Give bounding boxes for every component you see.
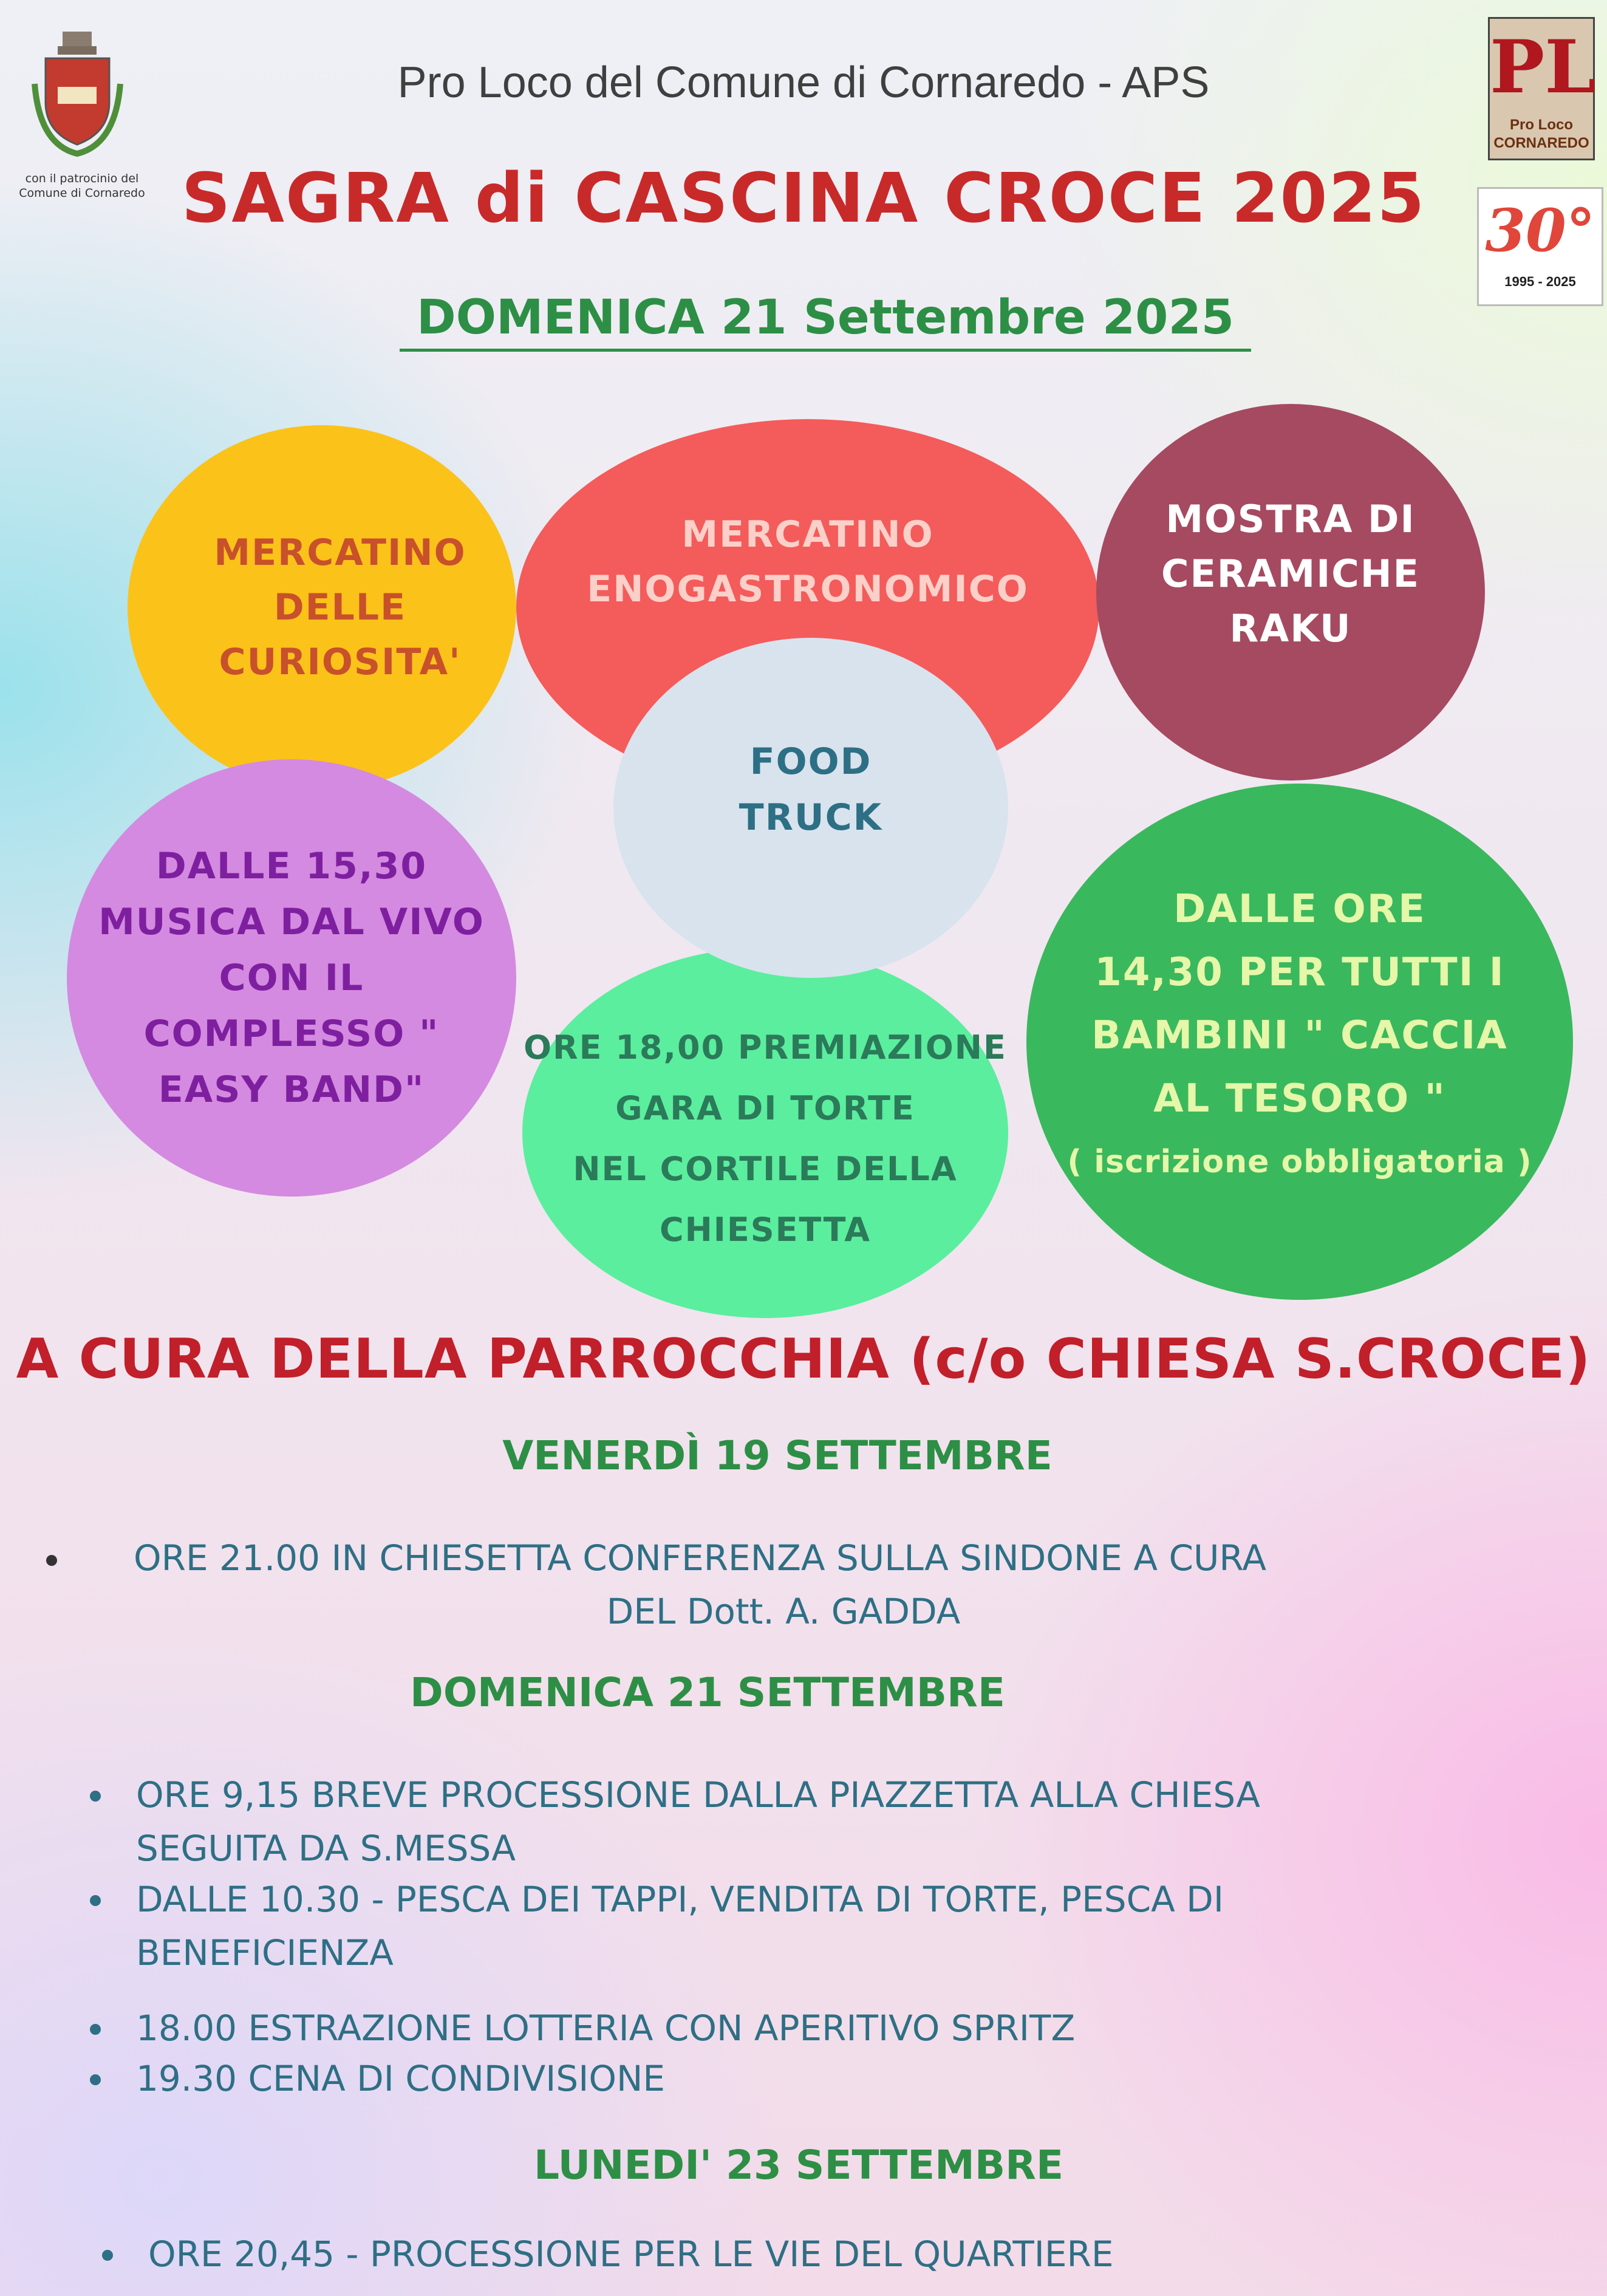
sunday-item-cena: 19.30 CENA DI CONDIVISIONE [136,2058,666,2099]
attraction-raku-text: MOSTRA DI CERAMICHE RAKU [1161,497,1421,651]
patronage-note: con il patrocinio del Comune di Cornaredo [19,172,145,200]
bullet-dot [90,1895,101,1906]
bullet-dot [90,2074,101,2085]
attraction-food-truck-text: FOOD TRUCK [739,740,883,839]
proloco-wordmark [1490,116,1593,152]
attraction-enogastronomico-text: MERCATINO ENOGASTRONOMICO [587,513,1029,610]
monday-item-procession: ORE 20,45 - PROCESSIONE PER LE VIE DEL QUARTIERE [148,2233,1114,2275]
attraction-musica-text: DALLE 15,30 MUSICA DAL VIVO CON IL COMPLESSO " EASY BAND" [98,845,485,1111]
event-date: DOMENICA 21 Settembre 2025 [400,290,1251,352]
parish-heading: A CURA DELLA PARROCCHIA (c/o CHIESA S.CROCE) [16,1327,1591,1391]
sunday-item-lotteria: 18.00 ESTRAZIONE LOTTERIA CON APERITIVO SPRITZ [136,2007,1076,2049]
attraction-caccia-main: DALLE ORE 14,30 PER TUTTI I BAMBINI " CACCIA AL TESORO " [1091,887,1508,1121]
proloco-wordmark-line1: Pro Loco [1509,117,1573,133]
attraction-circle-caccia [1026,784,1573,1300]
attraction-caccia-text [1067,878,1532,1194]
proloco-logo [1488,17,1595,160]
attraction-caccia-note: ( iscrizione obbligatoria ) [1067,1144,1532,1180]
friday-item-line1: ORE 21.00 IN CHIESETTA CONFERENZA SULLA SINDONE A CURA [134,1537,1267,1579]
attraction-curiosita-text: MERCATINO DELLE CURIOSITA' [214,531,466,683]
bullet-dot [90,2024,101,2035]
proloco-monogram: PL [1490,24,1596,110]
attraction-circle-raku [1096,404,1485,781]
bullet-dot [46,1555,57,1566]
attraction-circle-curiosita [128,425,516,790]
organizer-name: Pro Loco del Comune di Cornaredo - APS [397,58,1210,107]
sunday-item-pesca: DALLE 10.30 - PESCA DEI TAPPI, VENDITA DI TORTE, PESCA DI [136,1879,1224,1920]
proloco-wordmark-line2: CORNAREDO [1493,135,1589,151]
sunday-item-procession: ORE 9,15 BREVE PROCESSIONE DALLA PIAZZETTA ALLA CHIESA [136,1774,1260,1816]
friday-item-line2: DEL Dott. A. GADDA [606,1591,961,1632]
anniversary-logo [1477,187,1603,306]
day-heading-sunday: DOMENICA 21 SETTEMBRE [410,1669,1005,1716]
bullet-dot [90,1791,101,1802]
anniversary-number: 30° [1485,196,1595,265]
sunday-item-procession-cont: SEGUITA DA S.MESSA [136,1828,516,1869]
anniversary-years: 1995 - 2025 [1504,274,1576,289]
event-title: SAGRA di CASCINA CROCE 2025 [181,159,1426,238]
bullet-dot [102,2250,113,2261]
attraction-circle-musica [67,759,516,1197]
attraction-circle-torte [522,948,1008,1318]
attraction-circle-food-truck [613,638,1008,978]
sunday-item-pesca-cont: BENEFICIENZA [136,1932,394,1973]
day-heading-monday: LUNEDI' 23 SETTEMBRE [533,2142,1064,2188]
attraction-torte-text: ORE 18,00 PREMIAZIONE GARA DI TORTE NEL CORTILE DELLA CHIESETTA [524,1028,1007,1249]
day-heading-friday: VENERDÌ 19 SETTEMBRE [502,1432,1053,1479]
